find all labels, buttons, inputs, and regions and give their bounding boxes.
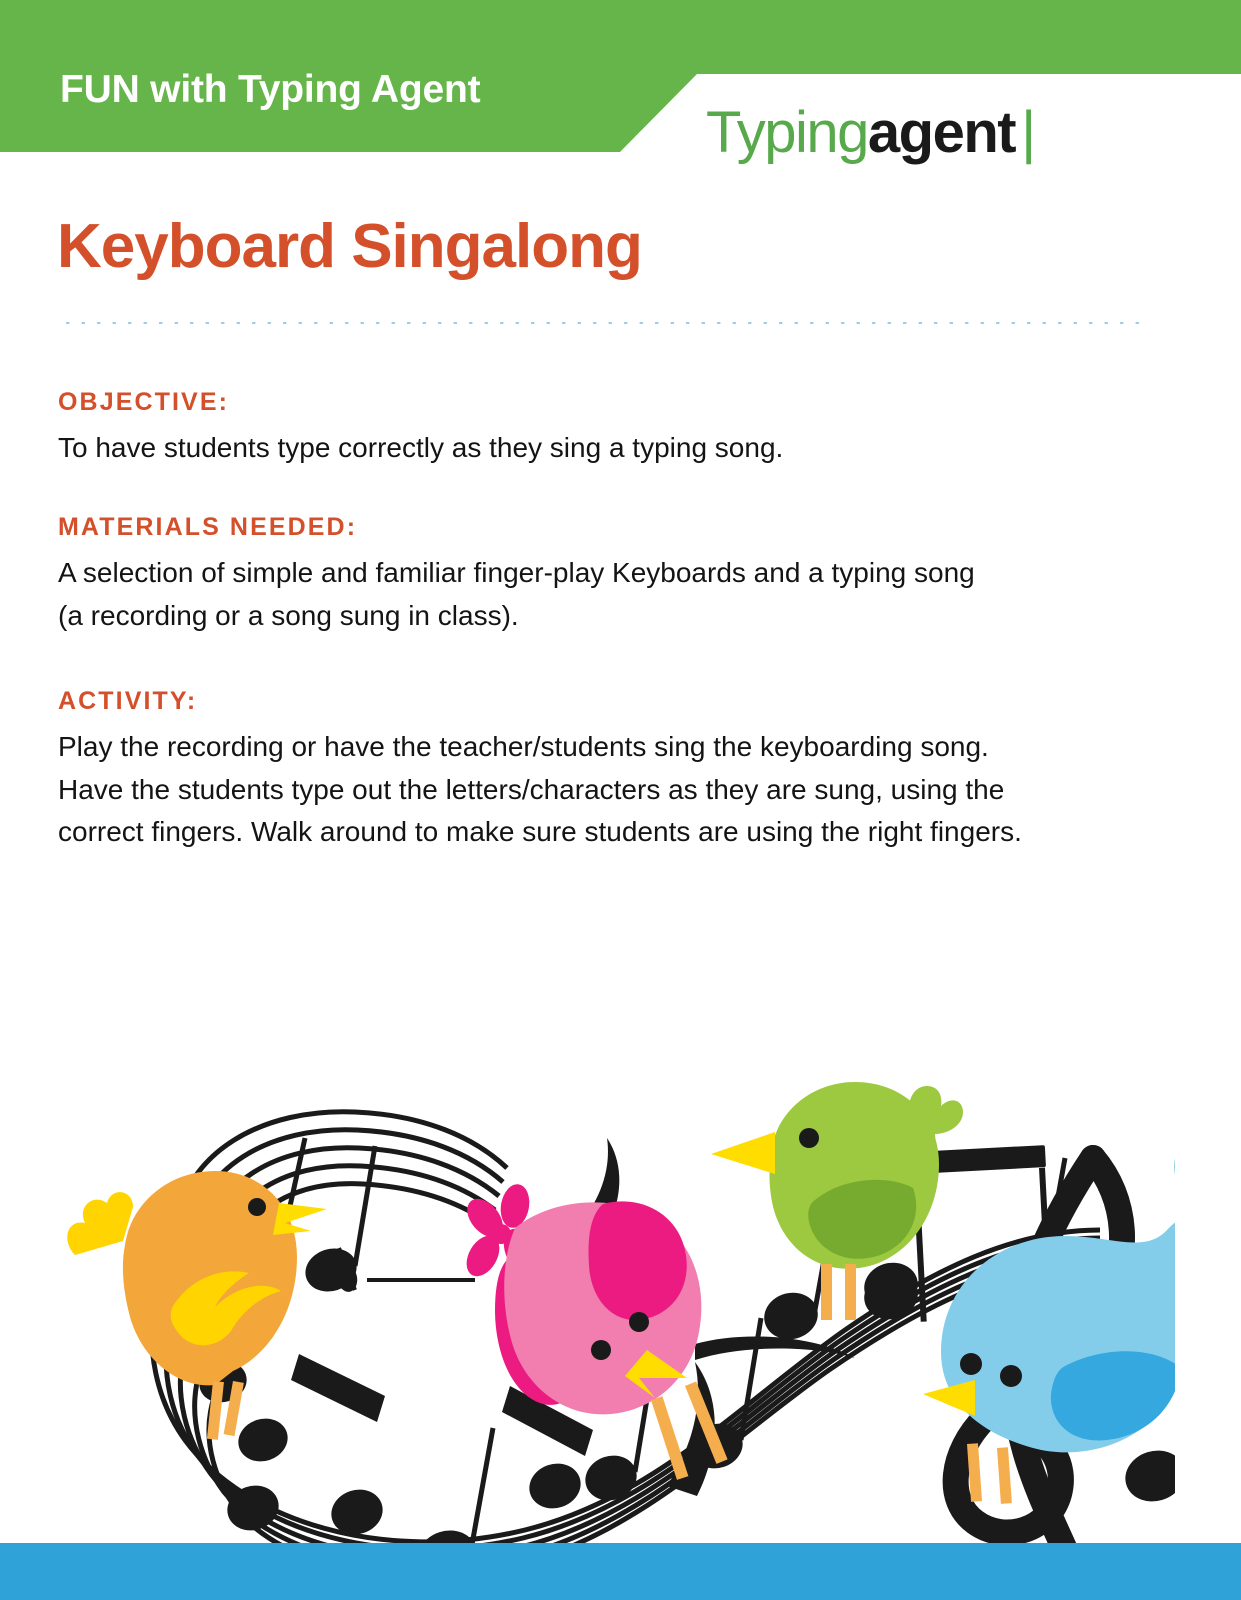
section-activity-line-2: Have the students type out the letters/characters as they are sung, using the (58, 773, 1005, 805)
pink-bird (460, 1182, 728, 1480)
blue-bird-leg-right (997, 1447, 1012, 1504)
green-bird-leg-left (821, 1264, 832, 1320)
blue-bird-eye-right (1000, 1365, 1022, 1387)
orange-bird-tail (67, 1192, 133, 1255)
footer-blue-bar (0, 1543, 1241, 1600)
green-bird-beak (711, 1132, 775, 1174)
green-bird (711, 1082, 963, 1320)
section-objective-heading: OBJECTIVE: (58, 388, 230, 416)
birds-music-illustration (55, 930, 1175, 1570)
orange-bird-eye (248, 1198, 266, 1216)
section-materials-line-2: (a recording or a song sung in class). (58, 599, 519, 631)
section-objective-body (58, 427, 783, 470)
section-activity-line-3: correct fingers. Walk around to make sure students are using the right fingers. (58, 816, 1022, 848)
blue-bird-wing (1051, 1351, 1175, 1440)
section-activity-line-1: Play the recording or have the teacher/students sing the keyboarding song. (58, 731, 989, 762)
header-banner-title: FUN with Typing Agent (60, 68, 481, 111)
section-activity-body (58, 726, 1022, 854)
section-objective (58, 390, 783, 470)
page-title: Keyboard Singalong (57, 212, 642, 281)
section-materials-body (58, 552, 975, 637)
section-materials-line-1: A selection of simple and familiar finger-play Keyboards and a typing song (58, 557, 975, 588)
dotted-divider (60, 318, 1142, 324)
typingagent-logo (706, 100, 1035, 165)
section-activity-heading: ACTIVITY: (58, 687, 198, 715)
section-materials-heading: MATERIALS NEEDED: (58, 513, 358, 541)
green-bird-leg-right (845, 1264, 856, 1320)
orange-bird-beak (273, 1203, 327, 1235)
section-activity (58, 689, 1022, 854)
section-materials (58, 515, 975, 637)
pink-bird-eye-lower (591, 1340, 611, 1360)
green-bird-eye (799, 1128, 819, 1148)
logo-text-typing: Typing (706, 100, 868, 165)
pink-bird-wing (589, 1201, 687, 1320)
blue-bird-eye-left (960, 1353, 982, 1375)
pink-bird-eye-upper (629, 1312, 649, 1332)
logo-text-agent: agent (867, 100, 1016, 165)
section-objective-line-1: To have students type correctly as they sing a typing song. (58, 432, 784, 463)
logo-bar-glyph: | (1021, 100, 1035, 165)
